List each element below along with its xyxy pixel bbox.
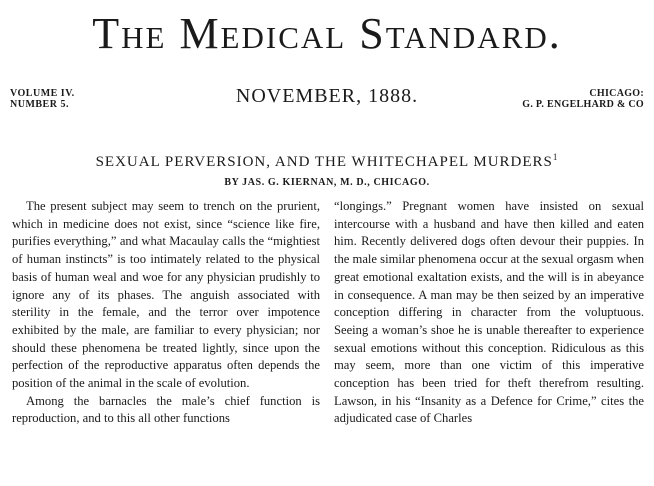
article-byline: BY JAS. G. KIERNAN, M. D., CHICAGO. <box>224 177 430 188</box>
masthead-word-medical: Medical <box>179 9 347 58</box>
article-title <box>0 148 654 171</box>
issue-date: NOVEMBER, 1888. <box>235 85 419 107</box>
journal-masthead <box>0 8 654 60</box>
publisher-name: G. P. ENGELHARD & CO <box>522 99 644 110</box>
number-label: NUMBER 5. <box>10 99 69 110</box>
paragraph: “longings.” Pregnant women have insisted on sexual intercourse with a husband and have then killed and eaten him. Recently delivered dogs often devour their puppies. In the male similar phenomena occur at the sexual orgasm when great emotional exaltation exists, and the will is in abeyance in consequence. A man may be then seized by an imperative conception differing in character from the voluptuous. Seeing a woman’s shoe he is unable thereafter to experience sexual emotions without this conception. Ridiculous as this may seem, more than one victim of this imperative conception has been tried for theft therefrom resulting. Lawson, in his “Insanity as a Defence for Crime,” cites the adjudicated case of Charles <box>334 199 644 426</box>
masthead-word-the: The <box>92 9 167 58</box>
publisher-city: CHICAGO: <box>589 88 644 99</box>
left-column <box>12 198 320 428</box>
article-title-text: SEXUAL PERVERSION, AND THE WHITECHAPEL MURDERS <box>95 154 553 170</box>
paragraph: The present subject may seem to trench on the prurient, which in medicine does not exist, since “science like fire, purifies everything,” and what Macaulay calls the “mightiest of human instincts” is too intimately related to the physical basis of human weal and woe for any physician prudishly to ignore any of its phases. The anguish associated with sterility in the female, and the terror over impotence exhibited by the male, are familiar to every physician; nor should these phenomena be treated lightly, since upon the perfection of the reproductive apparatus often depends the position of the animal in the scale of evolution. <box>12 199 320 391</box>
masthead-word-standard: Standard. <box>359 9 562 58</box>
paragraph: Among the barnacles the male’s chief function is reproduction, and to this all other functions <box>12 393 320 426</box>
right-column <box>334 198 644 428</box>
footnote-mark: 1 <box>552 152 559 162</box>
volume-label: VOLUME IV. <box>10 88 75 99</box>
publisher-info <box>522 88 644 110</box>
